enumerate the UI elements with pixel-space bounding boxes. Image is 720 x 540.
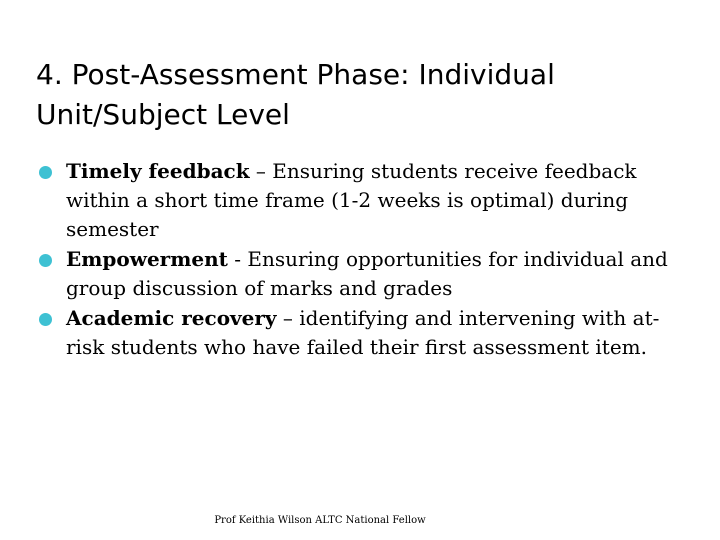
bullet-text: – Ensuring students receive feedback within a short time frame (1-2 weeks is optimal) during semester [66, 159, 637, 241]
bullet-text: - Ensuring opportunities for individual and group discussion of marks and grades [66, 247, 668, 300]
bullet-dot-icon [39, 254, 52, 267]
bullet-term: Academic recovery [66, 306, 277, 330]
bullet-item-academic-recovery [36, 304, 676, 362]
bullet-item-empowerment [36, 245, 676, 303]
bullet-list [36, 157, 676, 363]
slide-title: 4. Post-Assessment Phase: Individual Unit/Subject Level [36, 58, 555, 131]
bullet-item-timely-feedback [36, 157, 676, 244]
bullet-dot-icon [39, 313, 52, 326]
bullet-text: – identifying and intervening with at-risk students who have failed their first assessment item. [66, 306, 660, 359]
slide-footer: Prof Keithia Wilson ALTC National Fellow [214, 515, 426, 526]
bullet-dot-icon [39, 166, 52, 179]
bullet-term: Empowerment [66, 247, 228, 271]
bullet-term: Timely feedback [66, 159, 250, 183]
